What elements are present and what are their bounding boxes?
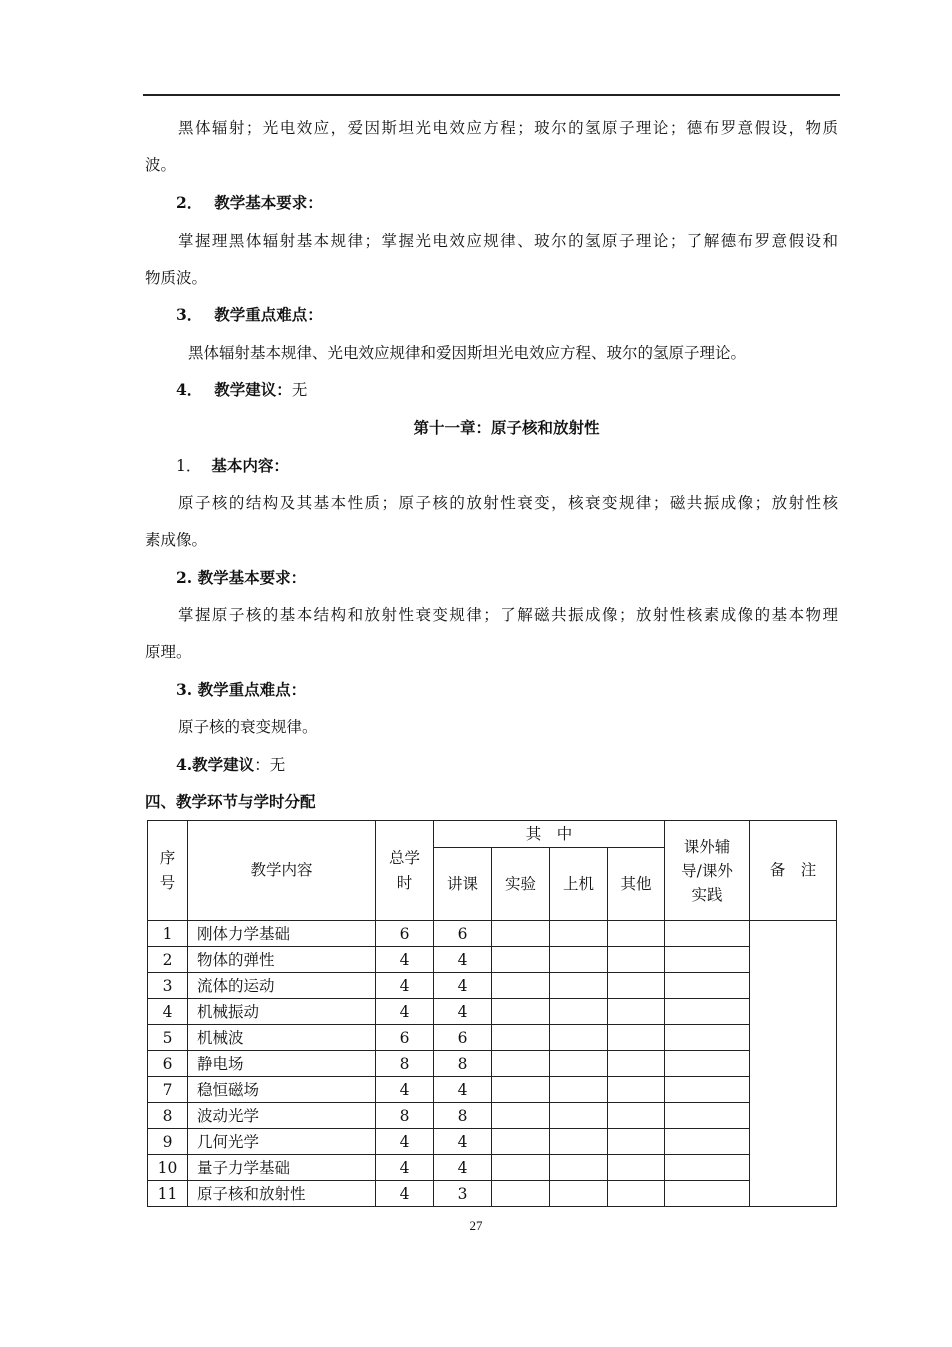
paragraph-line: 掌握原子核的基本结构和放射性衰变规律；了解磁共振成像；放射性核素成像的基本物理 [178,606,838,624]
header-computer: 上机 [550,848,608,921]
table-row [148,1181,837,1207]
cell-extra [665,1077,750,1103]
heading-key-points-2: 3. 教学重点难点： [176,680,307,699]
table-row [148,1077,837,1103]
cell-lecture: 8 [434,1051,492,1077]
paragraph-line: 掌握理黑体辐射基本规律；掌握光电效应规律、玻尔的氢原子理论；了解德布罗意假设和 [178,232,838,250]
header-total: 总学时 [376,821,434,921]
cell-total: 8 [376,1103,434,1129]
header-other: 其他 [608,848,665,921]
cell-lab [492,1051,550,1077]
cell-seq: 3 [148,973,188,999]
header-note: 备 注 [750,821,837,921]
cell-computer [550,1051,608,1077]
table-row [148,1025,837,1051]
cell-extra [665,1181,750,1207]
cell-extra [665,1155,750,1181]
header-rule [143,94,840,96]
paragraph-line: 黑体辐射；光电效应，爱因斯坦光电效应方程；玻尔的氢原子理论；德布罗意假设，物质 [178,119,838,137]
cell-computer [550,1103,608,1129]
cell-other [608,1181,665,1207]
cell-extra [665,921,750,947]
header-content: 教学内容 [188,821,376,921]
paragraph-line: 原子核的衰变规律。 [178,718,318,736]
cell-lab [492,1155,550,1181]
cell-computer [550,999,608,1025]
paragraph-line: 原理。 [145,643,192,661]
cell-total: 4 [376,999,434,1025]
heading-teaching-requirements-2: 2. 教学基本要求： [176,568,307,587]
cell-lecture: 4 [434,947,492,973]
cell-lecture: 4 [434,999,492,1025]
header-seq: 序号 [148,821,188,921]
cell-total: 8 [376,1051,434,1077]
header-lecture: 讲课 [434,848,492,921]
cell-content: 静电场 [188,1051,376,1077]
paragraph-line: 波。 [145,156,177,174]
cell-lecture: 4 [434,1129,492,1155]
heading-teaching-requirements: 2． 教学基本要求： [176,193,323,212]
cell-lab [492,1103,550,1129]
cell-content: 机械波 [188,1025,376,1051]
section-title: 四、教学环节与学时分配 [145,792,316,811]
cell-extra [665,947,750,973]
cell-other [608,921,665,947]
cell-seq: 11 [148,1181,188,1207]
cell-computer [550,973,608,999]
cell-content: 量子力学基础 [188,1155,376,1181]
paragraph-line: 原子核的结构及其基本性质；原子核的放射性衰变，核衰变规律；磁共振成像；放射性核 [178,494,838,512]
cell-lab [492,921,550,947]
table-row [148,1155,837,1181]
cell-total: 6 [376,1025,434,1051]
cell-lecture: 4 [434,1155,492,1181]
page-number: 27 [469,1218,483,1233]
cell-computer [550,1181,608,1207]
cell-content: 流体的运动 [188,973,376,999]
cell-computer [550,947,608,973]
table-row [148,999,837,1025]
cell-lab [492,1077,550,1103]
cell-total: 4 [376,1077,434,1103]
cell-seq: 4 [148,999,188,1025]
cell-seq: 8 [148,1103,188,1129]
cell-other [608,999,665,1025]
cell-other [608,1129,665,1155]
cell-other [608,1077,665,1103]
table-row [148,973,837,999]
table-row [148,1103,837,1129]
cell-content: 稳恒磁场 [188,1077,376,1103]
cell-content: 机械振动 [188,999,376,1025]
cell-seq: 6 [148,1051,188,1077]
cell-extra [665,1103,750,1129]
cell-extra [665,1129,750,1155]
paragraph-line: 物质波。 [145,269,208,287]
cell-other [608,947,665,973]
cell-seq: 1 [148,921,188,947]
heading-suggestion: 4． 教学建议：无 [176,380,308,399]
cell-total: 4 [376,1155,434,1181]
cell-other [608,1155,665,1181]
heading-key-points: 3． 教学重点难点： [176,305,323,324]
cell-seq: 10 [148,1155,188,1181]
cell-total: 4 [376,1181,434,1207]
cell-extra [665,999,750,1025]
cell-seq: 7 [148,1077,188,1103]
cell-lab [492,947,550,973]
cell-total: 4 [376,947,434,973]
cell-total: 6 [376,921,434,947]
header-among: 其 中 [434,821,665,848]
cell-extra [665,973,750,999]
cell-lecture: 8 [434,1103,492,1129]
header-lab: 实验 [492,848,550,921]
cell-lecture: 4 [434,1077,492,1103]
table-row [148,921,837,947]
cell-lecture: 6 [434,921,492,947]
cell-other [608,973,665,999]
cell-lab [492,973,550,999]
cell-total: 4 [376,1129,434,1155]
cell-note [750,921,837,1207]
cell-seq: 5 [148,1025,188,1051]
paragraph-line: 黑体辐射基本规律、光电效应规律和爱因斯坦光电效应方程、玻尔的氢原子理论。 [188,344,747,362]
cell-lab [492,1025,550,1051]
cell-extra [665,1051,750,1077]
cell-computer [550,1077,608,1103]
cell-total: 4 [376,973,434,999]
cell-lecture: 4 [434,973,492,999]
table-row [148,1129,837,1155]
cell-other [608,1103,665,1129]
table-row [148,947,837,973]
cell-lab [492,1181,550,1207]
cell-lab [492,1129,550,1155]
paragraph-line: 素成像。 [145,531,208,549]
cell-seq: 9 [148,1129,188,1155]
chapter-title: 第十一章：原子核和放射性 [413,418,600,437]
cell-other [608,1051,665,1077]
cell-seq: 2 [148,947,188,973]
cell-content: 物体的弹性 [188,947,376,973]
cell-computer [550,921,608,947]
cell-computer [550,1129,608,1155]
heading-basic-content: 1． 基本内容： [176,456,289,475]
cell-lab [492,999,550,1025]
cell-content: 刚体力学基础 [188,921,376,947]
heading-suggestion-2: 4.教学建议：无 [176,755,286,774]
cell-computer [550,1155,608,1181]
schedule-table [147,820,837,1207]
table-row [148,1051,837,1077]
cell-computer [550,1025,608,1051]
cell-extra [665,1025,750,1051]
cell-content: 波动光学 [188,1103,376,1129]
header-extra: 课外辅导/课外实践 [665,821,750,921]
cell-content: 几何光学 [188,1129,376,1155]
cell-other [608,1025,665,1051]
cell-lecture: 3 [434,1181,492,1207]
cell-lecture: 6 [434,1025,492,1051]
cell-content: 原子核和放射性 [188,1181,376,1207]
